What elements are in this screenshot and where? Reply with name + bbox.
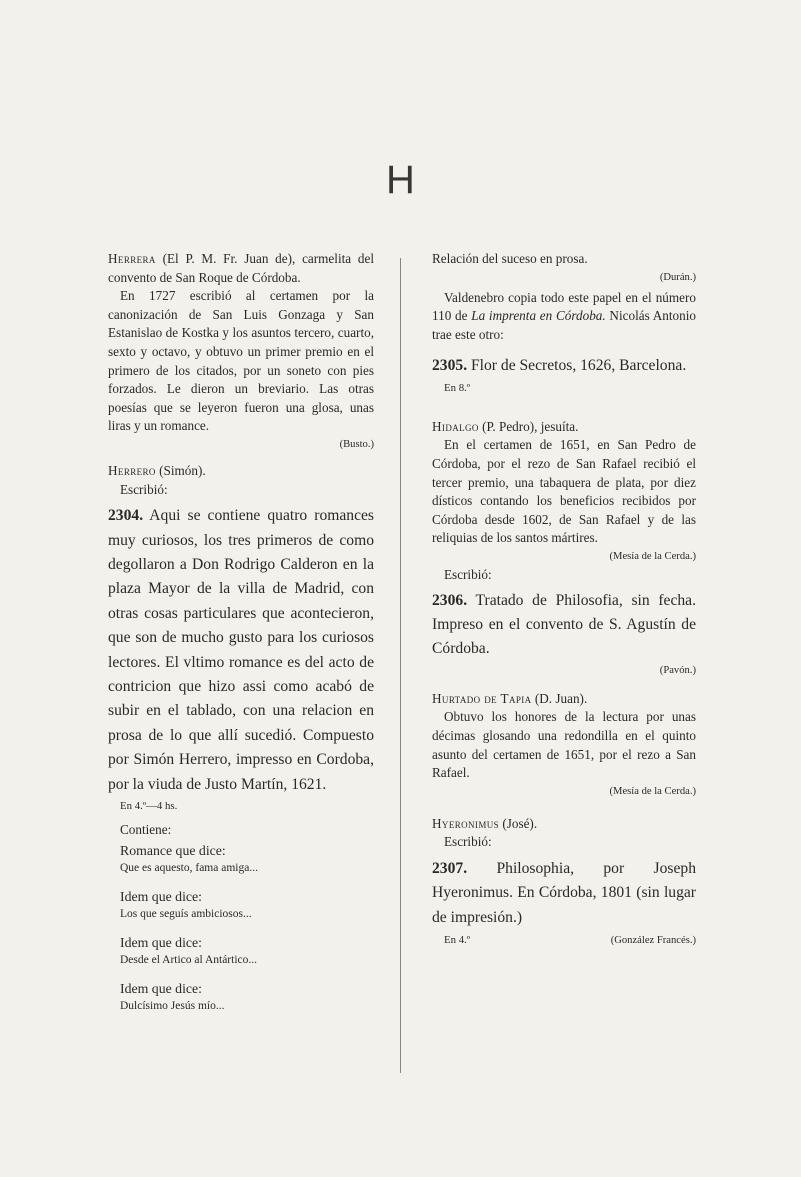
- note-text: Valdenebro copia todo este papel en el número 110 de: [432, 289, 696, 324]
- author-details: (El P. M. Fr. Juan de), carmelita del convento de San Roque de Córdoba.: [108, 251, 374, 285]
- entry-title: Philosophia, por Joseph Hyeronimus. En Córdoba, 1801 (sin lugar de impresión.): [432, 859, 696, 926]
- entry-2307: [432, 857, 696, 930]
- entry-number: 2307.: [432, 859, 468, 877]
- entry-number: 2306.: [432, 591, 468, 609]
- entry-hidalgo-body: En el certamen de 1651, en San Pedro de Córdoba, por el rezo de San Rafael recibió el tercer premio, una tabaquera de plata, por diez dísticos contando los beneficios recibidos por Córdoba desde 1602, de San Rafael y de las reliquias de los santos mártires.: [432, 437, 696, 546]
- right-column: [432, 250, 696, 950]
- item-title: Idem que dice:: [120, 888, 202, 904]
- entry-2304: [108, 504, 374, 797]
- item-first-line: Los que seguís ambiciosos...: [120, 907, 252, 920]
- item-title: Idem que dice:: [120, 980, 202, 996]
- section-letter: H: [386, 158, 415, 202]
- entry-hurtado-heading: [432, 690, 696, 709]
- source-attribution: (Mesía de la Cerda.): [609, 550, 696, 562]
- author-details: (P. Pedro), jesuíta.: [482, 418, 579, 434]
- entry-herrera-body: En 1727 escribió al certamen por la canonización de San Luis Gonzaga y San Estanislao de Kostka y los asuntos tercero, cuarto, sexto y octavo, y obtuvo un primer premio en el primero de los citados, por un soneto con pies forzados. Le dieron un breviario. Las otras poesías que se leyeron fueron una glosa, unas liras y un romance.: [108, 288, 374, 434]
- entry-2307-footer: [432, 932, 696, 950]
- entry-2306: [432, 589, 696, 662]
- entry-herrero-heading: [108, 462, 374, 481]
- item-first-line: Desde el Artico al Antártico...: [120, 953, 258, 966]
- author-name: Herrero: [108, 462, 156, 478]
- source-attribution: (Pavón.): [659, 664, 696, 676]
- note-text: Nicolás Antonio trae este otro:: [432, 308, 696, 342]
- entry-title: Tratado de Philosofia, sin fecha. Impreso en el convento de S. Agustín de Córdoba.: [432, 591, 696, 658]
- format-note: En 4.º—4 hs.: [120, 800, 178, 812]
- list-item: [108, 888, 374, 923]
- author-name: Herrera: [108, 251, 156, 266]
- format-note: En 8.º: [444, 381, 471, 394]
- entry-hidalgo-heading: [432, 418, 696, 437]
- item-first-line: Que es aquesto, fama amiga...: [120, 861, 258, 874]
- contents-list: [108, 842, 374, 1015]
- source-attribution: (Busto.): [339, 438, 374, 450]
- source-attribution: (Mesía de la Cerda.): [609, 785, 696, 797]
- format-note: En 4.º: [444, 934, 471, 947]
- source-attribution: (González Francés.): [610, 935, 696, 947]
- entry-number: 2305.: [432, 357, 468, 375]
- author-details: (D. Juan).: [534, 690, 588, 706]
- author-details: (José).: [502, 815, 538, 831]
- relacion-line: Relación del suceso en prosa.: [432, 251, 588, 266]
- contiene-label: Contiene:: [120, 822, 172, 837]
- item-first-line: Dulcísimo Jesús mío...: [120, 999, 225, 1012]
- entry-2305: [432, 354, 696, 378]
- entry-number: 2304.: [108, 507, 144, 525]
- item-title: Idem que dice:: [120, 934, 202, 950]
- author-name: Hidalgo: [432, 418, 479, 434]
- escribio-label: Escribió:: [120, 481, 168, 497]
- entry-hurtado-body: Obtuvo los honores de la lectura por unas décimas glosando una redondilla en el quinto asunto del certamen de 1651, por el rezo a San Rafael.: [432, 709, 696, 781]
- list-item: [108, 842, 374, 877]
- list-item: [108, 934, 374, 969]
- escribio-label: Escribió:: [444, 566, 492, 582]
- entry-title: Aqui se contiene quatro romances muy curiosos, los tres primeros de como degollaron a Don Rodrigo Calderon en la plaza Mayor de la villa de Madrid, con otras cosas particulares que acontecieron, que son de mucho gusto para los curiosos lectores. El vltimo romance es del acto de contricion que hizo assi como acabó de subir en el tablado, con una relacion en prosa de lo que allí sucedió. Compuesto por Simón Herrero, impresso en Cordoba, por la viuda de Justo Martín, 1621.: [108, 507, 374, 793]
- column-divider: [400, 258, 401, 1073]
- author-name: Hyeronimus: [432, 815, 500, 831]
- author-details: (Simón).: [159, 462, 206, 478]
- book-title: La imprenta en Córdoba.: [471, 308, 606, 324]
- entry-title: Flor de Secretos, 1626, Barcelona.: [471, 357, 687, 375]
- list-item: [108, 980, 374, 1015]
- author-name: Hurtado de Tapia: [432, 690, 532, 706]
- valdenebro-note: [432, 289, 696, 345]
- item-title: Romance que dice:: [120, 842, 226, 858]
- entry-herrera-heading: [108, 250, 374, 287]
- entry-hyeronimus-heading: [432, 815, 696, 834]
- left-column: [108, 250, 374, 1015]
- escribio-label: Escribió:: [444, 834, 492, 850]
- source-attribution: (Durán.): [659, 271, 696, 283]
